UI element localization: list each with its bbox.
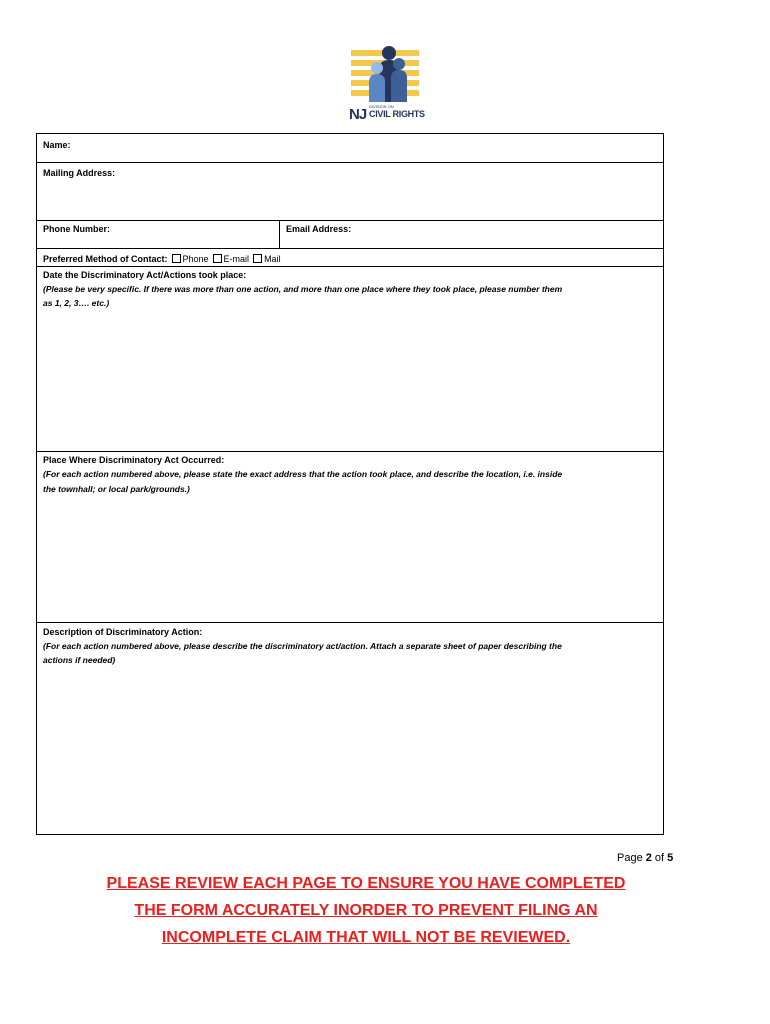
mail-checkbox[interactable] <box>253 254 262 263</box>
logo-division: DIVISION ON <box>369 104 394 109</box>
page-of: of <box>651 852 668 864</box>
email-field[interactable] <box>280 221 663 249</box>
logo-wordmark <box>349 104 429 124</box>
place-section[interactable] <box>37 452 663 623</box>
description-section-instructions-2: actions if needed) <box>43 655 116 665</box>
mailing-address-label: Mailing Address: <box>43 168 116 178</box>
description-section-label: Description of Discriminatory Action: <box>43 627 203 637</box>
date-section[interactable] <box>37 266 663 452</box>
description-section-instructions-1: (For each action numbered above, please describe the discriminatory act/action. Attach a separate sheet of paper describing the <box>43 641 562 651</box>
page-total: 5 <box>667 852 674 864</box>
warning-line-3: INCOMPLETE CLAIM THAT WILL NOT BE REVIEWED. <box>161 929 571 946</box>
phone-field[interactable] <box>37 221 279 249</box>
logo-nj: NJ <box>349 106 367 123</box>
logo-emblem <box>351 44 419 102</box>
page-number <box>617 852 673 864</box>
warning-line-2: THE FORM ACCURATELY INORDER TO PREVENT FILING AN <box>134 902 598 919</box>
phone-number-label: Phone Number: <box>43 224 111 234</box>
email-address-label: Email Address: <box>286 224 352 234</box>
mailing-address-row[interactable] <box>37 163 663 221</box>
place-section-instructions-1: (For each action numbered above, please state the exact address that the action took place, and describe the location, i.e. inside <box>43 469 563 479</box>
warning-line-1: PLEASE REVIEW EACH PAGE TO ENSURE YOU HAVE COMPLETED <box>106 875 626 892</box>
name-label: Name: <box>43 140 71 150</box>
nj-civil-rights-logo <box>343 44 427 124</box>
email-option-label: E-mail <box>223 254 250 264</box>
page-prefix: Page <box>617 852 646 864</box>
place-section-label: Place Where Discriminatory Act Occurred: <box>43 455 225 465</box>
phone-checkbox[interactable] <box>172 254 181 263</box>
date-section-instructions-1: (Please be very specific. If there was more than one action, and more than one place where they took place, please number them <box>43 284 563 294</box>
review-warning <box>60 870 672 951</box>
preferred-contact-row <box>43 253 281 265</box>
complaint-form <box>36 133 664 835</box>
email-checkbox[interactable] <box>213 254 222 263</box>
date-section-label: Date the Discriminatory Act/Actions took place: <box>43 270 247 280</box>
phone-option-label: Phone <box>182 254 209 264</box>
preferred-contact-label: Preferred Method of Contact: <box>43 254 168 264</box>
logo-civil-rights: CIVIL RIGHTS <box>369 109 425 119</box>
description-section[interactable] <box>37 623 663 834</box>
place-section-instructions-2: the townhall; or local park/grounds.) <box>43 484 190 494</box>
mail-option-label: Mail <box>264 254 281 264</box>
name-row[interactable] <box>37 134 663 163</box>
date-section-instructions-2: as 1, 2, 3…. etc.) <box>43 298 110 308</box>
page-current: 2 <box>645 852 652 864</box>
